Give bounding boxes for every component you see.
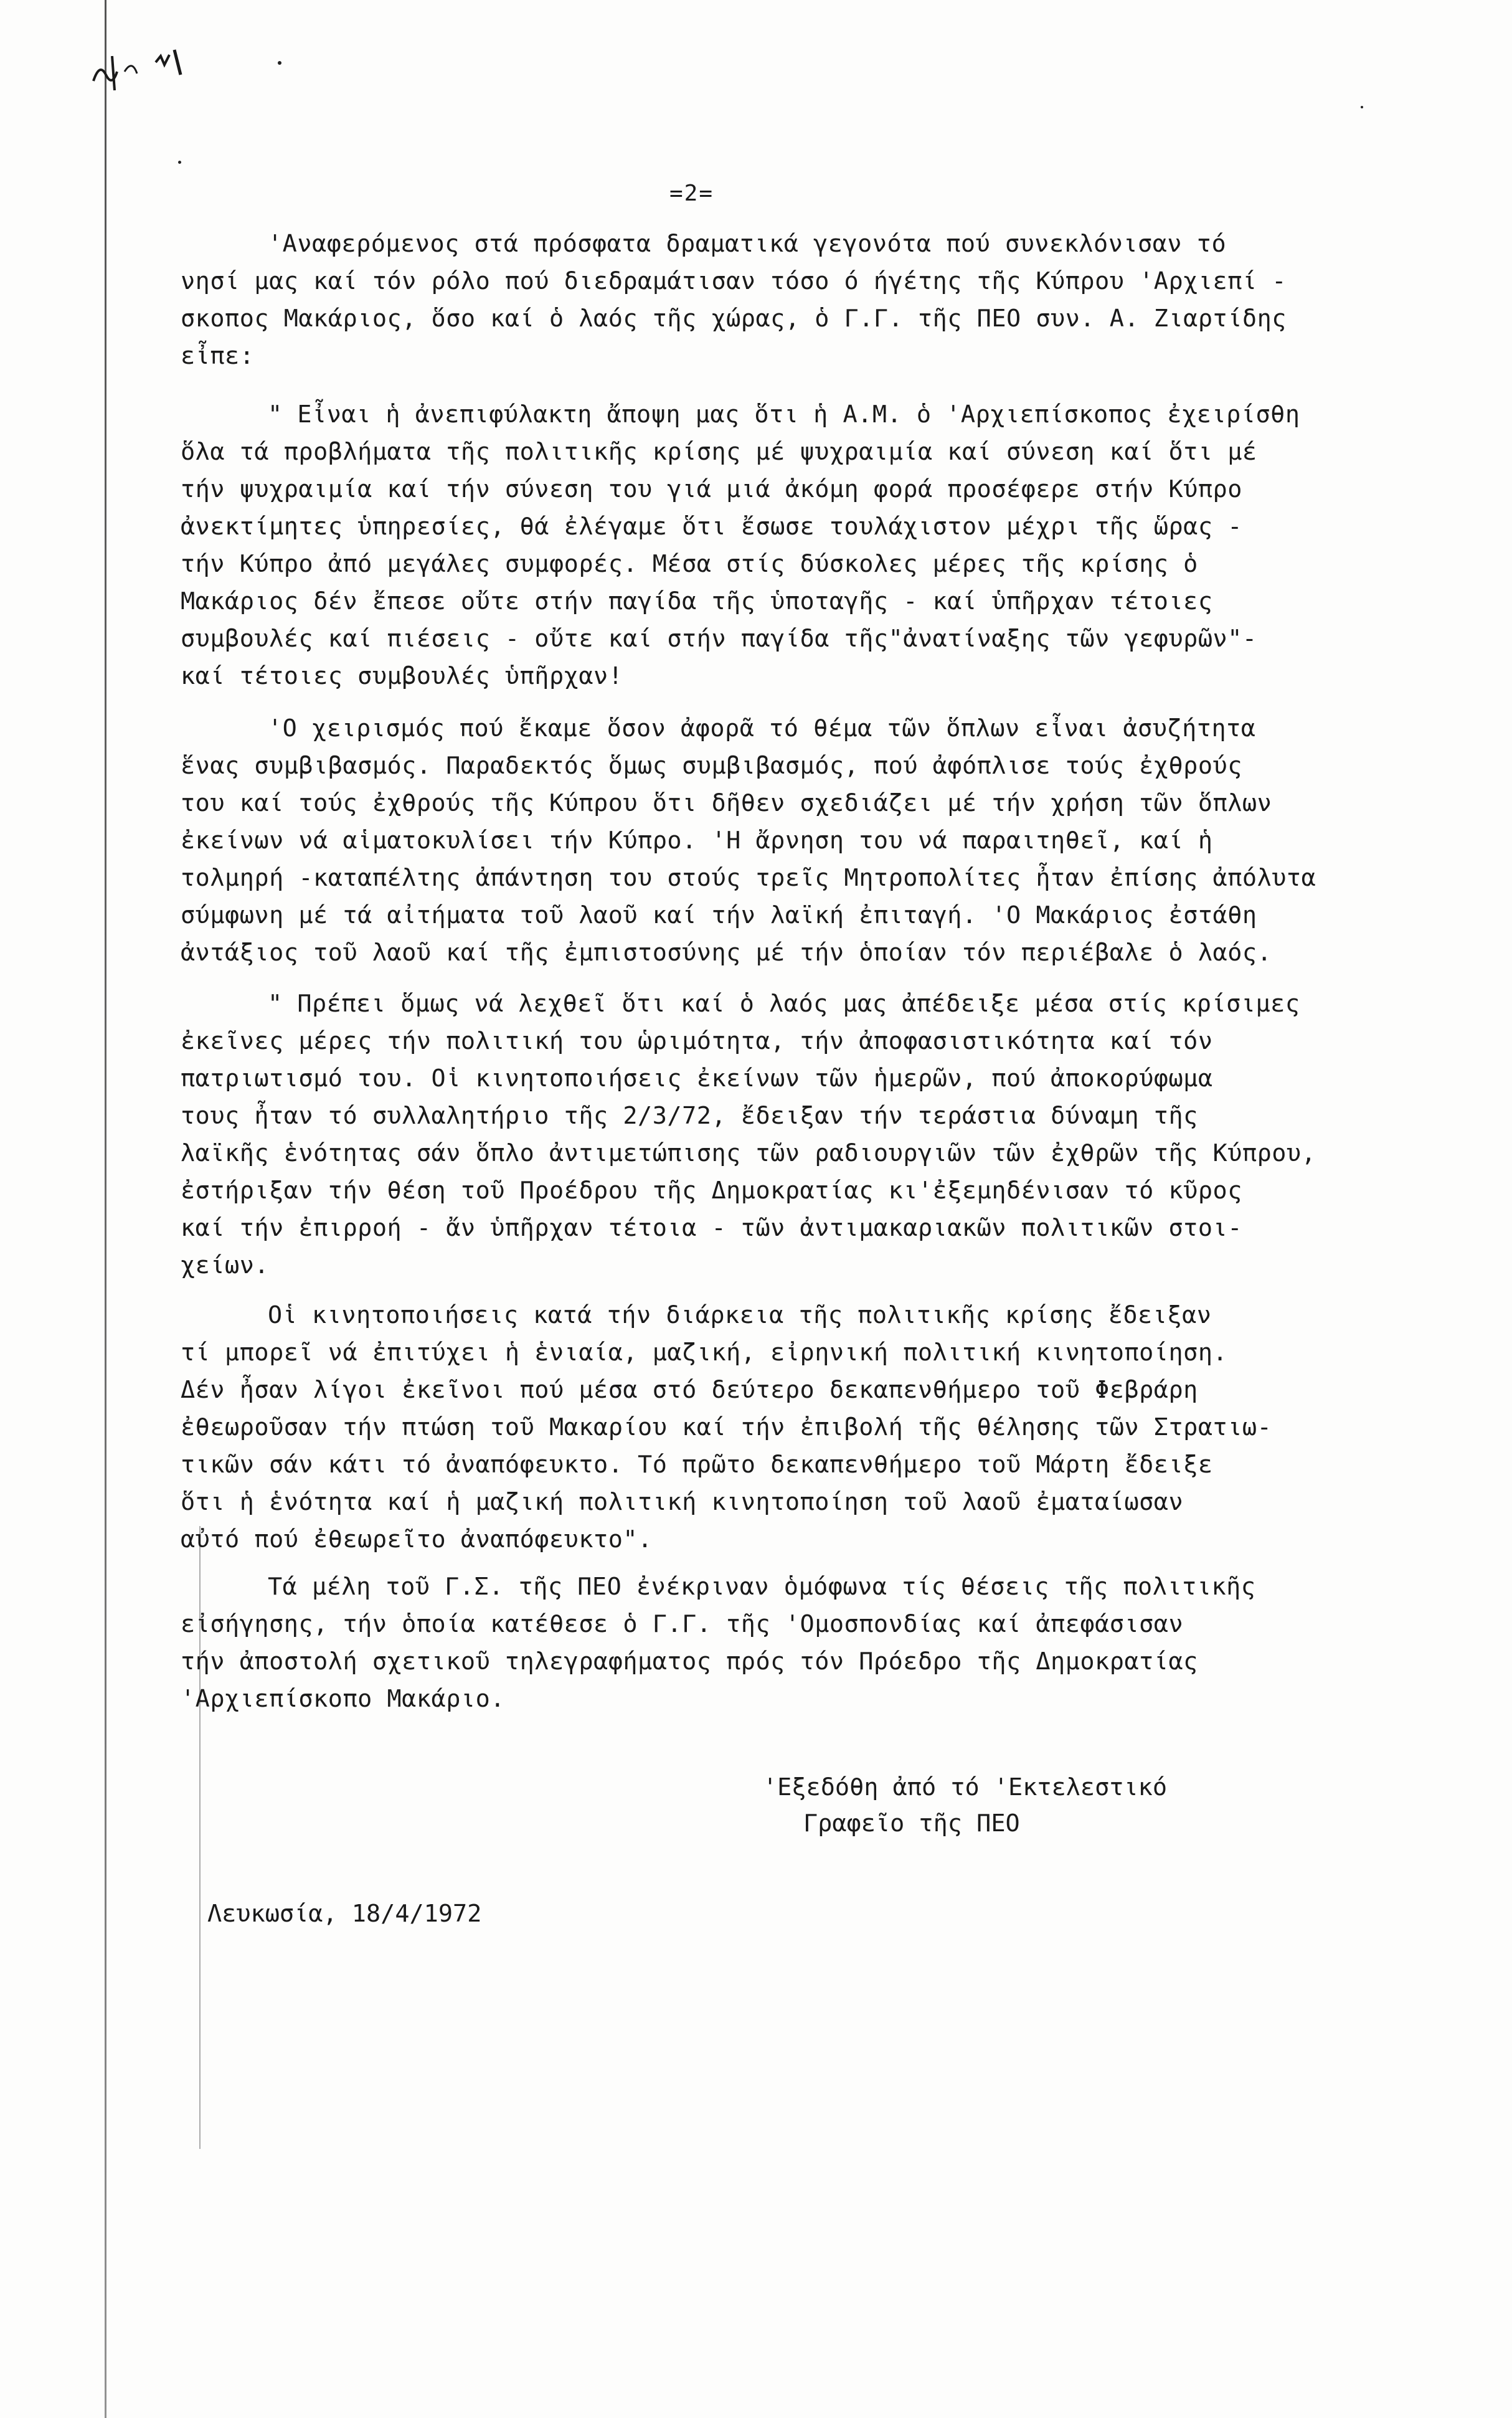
text-line: εἰσήγησης, τήν ὁποία κατέθεσε ὁ Γ.Γ. τῆς 'Ομοσπονδίας καί ἀπεφάσισαν (181, 1610, 1184, 1638)
text-line: " Εἶναι ἡ ἀνεπιφύλακτη ἄποψη μας ὅτι ἡ Α.Μ. ὁ 'Αρχιεπίσκοπος ἐχειρίσθη (268, 401, 1300, 429)
text-line: χείων. (181, 1251, 270, 1279)
text-line: 'Αρχιεπίσκοπο Μακάριο. (181, 1685, 505, 1713)
text-line: σκοπος Μακάριος, ὅσο καί ὁ λαός τῆς χώρας, ὁ Γ.Γ. τῆς ΠΕΟ συν. Α. Ζιαρτίδης (181, 305, 1287, 333)
text-line: καί τέτοιες συμβουλές ὑπῆρχαν! (181, 662, 623, 690)
issuer-line-2: Γραφεῖο τῆς ΠΕΟ (803, 1809, 1020, 1837)
text-line: ἐστήριξαν τήν θέση τοῦ Προέδρου τῆς Δημοκρατίας κι'ἐξεμηδένισαν τό κῦρος (181, 1177, 1242, 1205)
text-line: Οἱ κινητοποιήσεις κατά τήν διάρκεια τῆς πολιτικῆς κρίσης ἔδειξαν (268, 1301, 1212, 1329)
paragraph (181, 1297, 1364, 1558)
text-line: τους ἦταν τό συλλαλητήριο τῆς 2/3/72, ἔδειξαν τήν τεράστια δύναμη τῆς (181, 1102, 1198, 1130)
text-line: πατριωτισμό του. Οἱ κινητοποιήσεις ἐκείνων τῶν ἡμερῶν, πού ἀποκορύφωμα (181, 1064, 1213, 1093)
text-line: ἀντάξιος τοῦ λαοῦ καί τῆς ἐμπιστοσύνης μέ τήν ὁποίαν τόν περιέβαλε ὁ λαός. (181, 939, 1272, 967)
scan-speck (278, 61, 281, 65)
paragraph (181, 225, 1364, 375)
paragraph (181, 396, 1364, 695)
text-line: σύμφωνη μέ τά αἰτήματα τοῦ λαοῦ καί τήν λαϊκή ἐπιταγή. 'Ο Μακάριος ἐστάθη (181, 901, 1257, 929)
text-line: του καί τούς ἐχθρούς τῆς Κύπρου ὅτι δῆθεν σχεδιάζει μέ τήν χρήση τῶν ὅπλων (181, 789, 1272, 817)
text-line: συμβουλές καί πιέσεις - οὔτε καί στήν παγίδα τῆς"ἀνατίναξης τῶν γεφυρῶν"- (181, 625, 1257, 653)
text-line: " Πρέπει ὅμως νά λεχθεῖ ὅτι καί ὁ λαός μας ἀπέδειξε μέσα στίς κρίσιμες (268, 990, 1300, 1018)
text-line: ἕνας συμβιβασμός. Παραδεκτός ὅμως συμβιβασμός, πού ἀφόπλισε τούς ἐχθρούς (181, 752, 1242, 780)
scan-edge-line (105, 0, 106, 2418)
issuer-line-1: 'Εξεδόθη ἀπό τό 'Εκτελεστικό (763, 1773, 1168, 1801)
paragraph (181, 985, 1364, 1284)
paragraph (181, 1568, 1364, 1718)
text-line: ἀνεκτίμητες ὑπηρεσίες, θά ἐλέγαμε ὅτι ἔσωσε τουλάχιστον μέχρι τῆς ὥρας - (181, 513, 1242, 541)
text-line: εἶπε: (181, 342, 255, 370)
text-line: 'Ο χειρισμός πού ἔκαμε ὅσον ἀφορᾶ τό θέμα τῶν ὅπλων εἶναι ἀσυζήτητα (268, 714, 1256, 742)
handwritten-mark (87, 37, 212, 93)
text-line: ἐκείνων νά αἱματοκυλίσει τήν Κύπρο. 'Η ἄρνηση του νά παραιτηθεῖ, καί ἡ (181, 827, 1213, 855)
text-line: ὅλα τά προβλήματα τῆς πολιτικῆς κρίσης μέ ψυχραιμία καί σύνεση καί ὅτι μέ (181, 438, 1257, 466)
text-line: Μακάριος δέν ἔπεσε οὔτε στήν παγίδα τῆς ὑποταγῆς - καί ὑπῆρχαν τέτοιες (181, 587, 1213, 615)
page-number: =2= (669, 181, 714, 206)
text-line: 'Αναφερόμενος στά πρόσφατα δραματικά γεγονότα πού συνεκλόνισαν τό (268, 230, 1227, 258)
text-line: Δέν ἦσαν λίγοι ἐκεῖνοι πού μέσα στό δεύτερο δεκαπενθήμερο τοῦ Φεβράρη (181, 1376, 1198, 1404)
text-line: Τά μέλη τοῦ Γ.Σ. τῆς ΠΕΟ ἐνέκριναν ὁμόφωνα τίς θέσεις τῆς πολιτικῆς (268, 1573, 1256, 1601)
text-line: αὐτό πού ἐθεωρεῖτο ἀναπόφευκτο". (181, 1525, 653, 1553)
scan-speck (1361, 106, 1363, 108)
text-line: τί μπορεῖ νά ἐπιτύχει ἡ ἑνιαία, μαζική, εἰρηνική πολιτική κινητοποίηση. (181, 1339, 1228, 1367)
text-line: ὅτι ἡ ἑνότητα καί ἡ μαζική πολιτική κινητοποίηση τοῦ λαοῦ ἐματαίωσαν (181, 1488, 1184, 1516)
date-line: Λευκωσία, 18/4/1972 (207, 1900, 482, 1928)
text-line: τήν Κύπρο ἀπό μεγάλες συμφορές. Μέσα στίς δύσκολες μέρες τῆς κρίσης ὁ (181, 550, 1198, 578)
text-line: τήν ψυχραιμία καί τήν σύνεση του γιά μιά ἀκόμη φορά προσέφερε στήν Κύπρο (181, 475, 1242, 503)
paragraph (181, 710, 1364, 972)
text-line: ἐκεῖνες μέρες τήν πολιτική του ὡριμότητα, τήν ἀποφασιστικότητα καί τόν (181, 1027, 1213, 1055)
text-line: τικῶν σάν κάτι τό ἀναπόφευκτο. Τό πρῶτο δεκαπενθήμερο τοῦ Μάρτη ἔδειξε (181, 1451, 1213, 1479)
scan-speck (178, 161, 181, 164)
text-line: νησί μας καί τόν ρόλο πού διεδραμάτισαν τόσο ό ήγέτης τῆς Κύπρου 'Αρχιεπί - (181, 267, 1287, 295)
text-line: καί τήν ἐπιρροή - ἄν ὑπῆρχαν τέτοια - τῶν ἀντιμακαριακῶν πολιτικῶν στοι- (181, 1214, 1242, 1242)
text-line: τήν ἀποστολή σχετικοῦ τηλεγραφήματος πρός τόν Πρόεδρο τῆς Δημοκρατίας (181, 1648, 1198, 1676)
text-line: τολμηρή -καταπέλτης ἀπάντηση του στούς τρεῖς Μητροπολίτες ἦταν ἐπίσης ἀπόλυτα (181, 864, 1316, 892)
text-line: λαϊκῆς ἑνότητας σάν ὅπλο ἀντιμετώπισης τῶν ραδιουργιῶν τῶν ἐχθρῶν τῆς Κύπρου, (181, 1139, 1316, 1167)
text-line: ἐθεωροῦσαν τήν πτώση τοῦ Μακαρίου καί τήν ἐπιβολή τῆς θέλησης τῶν Στρατιω- (181, 1413, 1272, 1441)
